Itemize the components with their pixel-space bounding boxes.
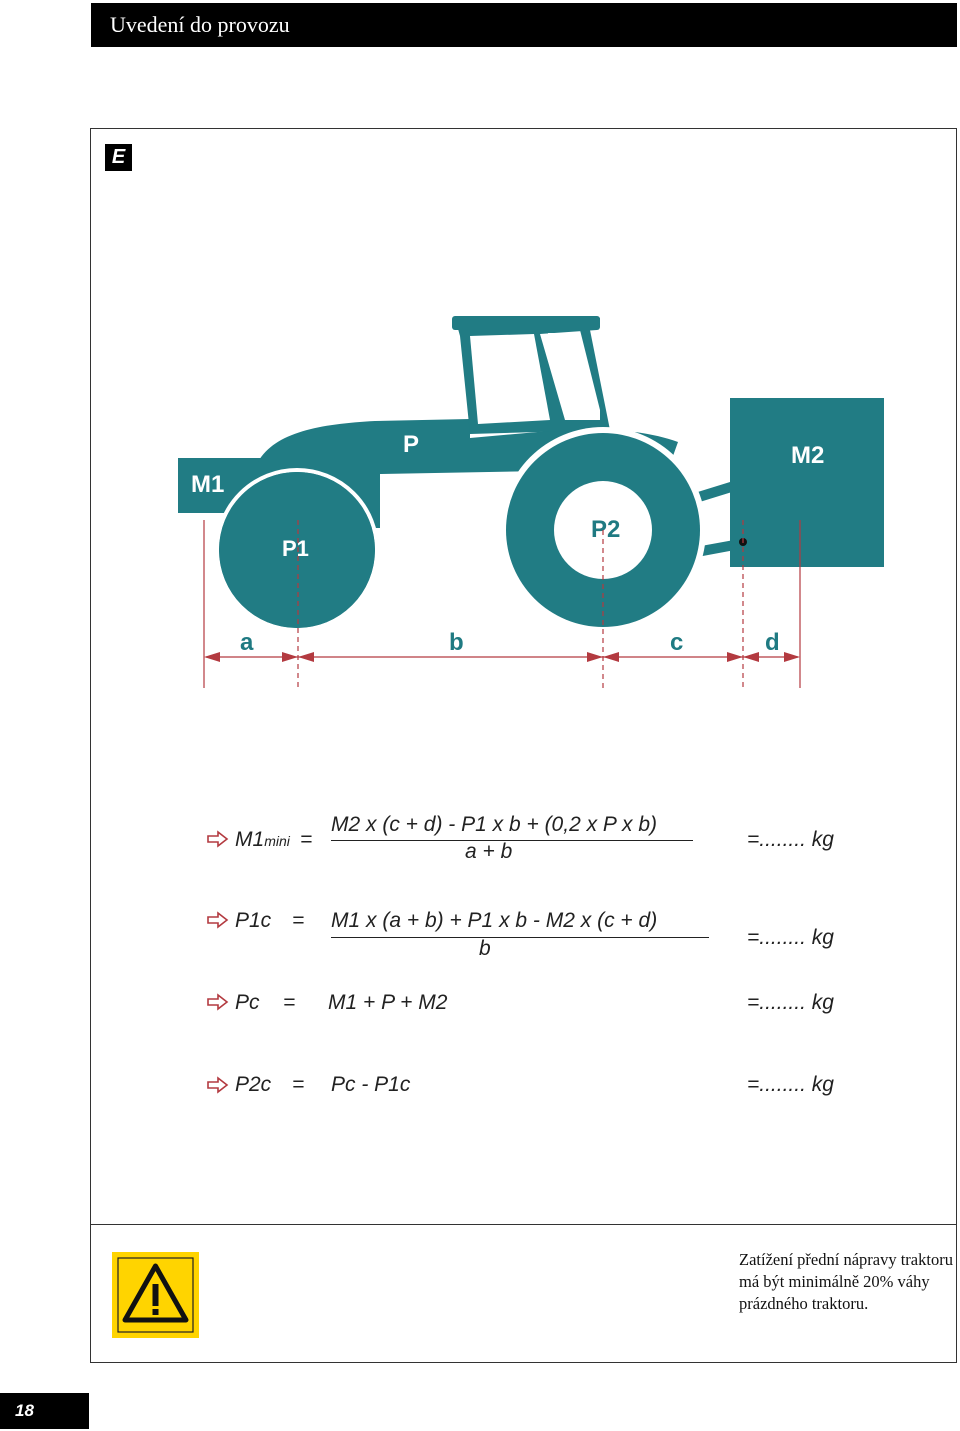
formula-3-result: =........ kg	[747, 991, 834, 1014]
page-title: Uvedení do provozu	[110, 12, 290, 37]
formula-2-lhs: P1c	[235, 909, 272, 932]
dimension-a: a	[240, 629, 254, 656]
formula-2-numerator: M1 x (a + b) + P1 x b - M2 x (c + d)	[331, 909, 658, 932]
dimension-c: c	[670, 629, 684, 656]
formula-4-result: =........ kg	[747, 1073, 834, 1096]
dimension-d: d	[765, 629, 780, 656]
formula-4-equals: =	[292, 1073, 305, 1096]
formula-3-expression: M1 + P + M2	[328, 991, 448, 1014]
formula-1-equals: =	[300, 828, 313, 851]
arrow-icon	[207, 830, 229, 848]
formula-1-numerator: M2 x (c + d) - P1 x b + (0,2 x P x b)	[331, 813, 657, 836]
formula-2-result: =........ kg	[747, 926, 834, 949]
language-badge: E	[105, 144, 132, 171]
formula-3-lhs: Pc	[235, 991, 260, 1014]
arrow-icon	[207, 1076, 229, 1094]
dimension-b: b	[449, 629, 464, 656]
page-number: 18	[0, 1393, 89, 1429]
label-m1: M1	[191, 471, 225, 498]
cab-roof-shape	[452, 316, 600, 330]
label-p: P	[403, 431, 420, 458]
formula-1-denominator: a + b	[465, 840, 513, 863]
formula-1-lhs: M1mini	[235, 828, 290, 851]
formula-3-equals: =	[283, 991, 296, 1014]
arrow-icon	[207, 993, 229, 1011]
label-m2: M2	[791, 442, 825, 469]
rear-ballast-shape	[730, 398, 884, 567]
formula-2-denominator: b	[479, 937, 491, 960]
warning-icon	[112, 1252, 199, 1338]
formula-2-equals: =	[292, 909, 305, 932]
formula-4-lhs: P2c	[235, 1073, 272, 1096]
formula-4-expression: Pc - P1c	[331, 1073, 411, 1096]
label-p1: P1	[282, 536, 309, 561]
formula-1-result: =........ kg	[747, 828, 834, 851]
label-p2: P2	[591, 516, 621, 543]
section-divider	[90, 1224, 957, 1225]
formula-2-fraction-line	[331, 937, 709, 938]
safety-note: Zatížení přední nápravy traktoru má být minimálně 20% váhy prázdného traktoru.	[739, 1250, 953, 1313]
arrow-icon	[207, 911, 229, 929]
